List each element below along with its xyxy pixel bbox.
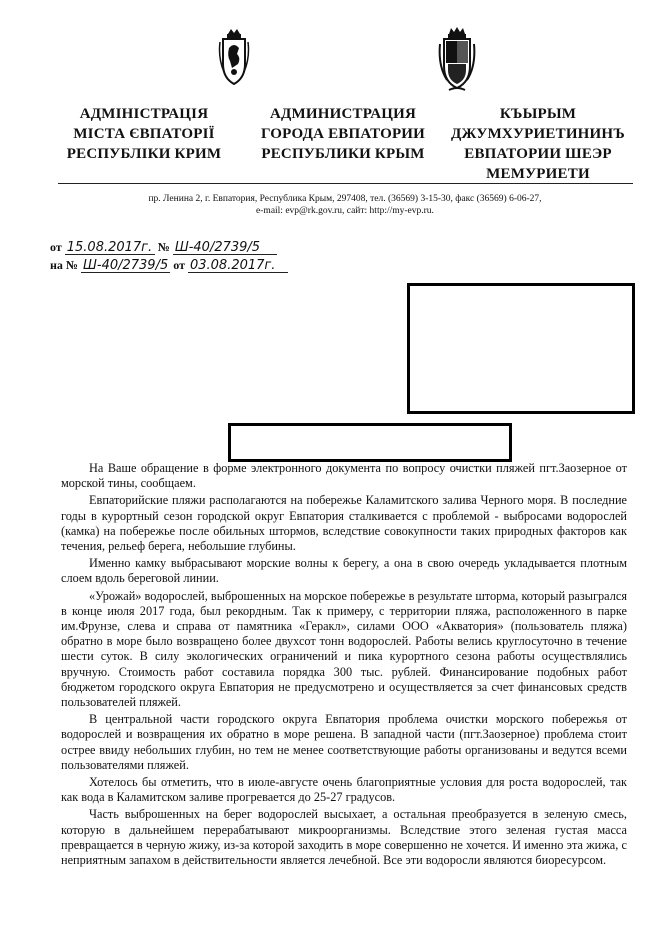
header-ru-line: РЕСПУБЛИКИ КРЫМ xyxy=(261,146,425,162)
header-ru xyxy=(246,104,440,164)
outgoing-number: Ш-40/2739/5 xyxy=(173,241,277,255)
body-paragraph: Хотелось бы отметить, что в июле-августе очень благоприятные условия для роста водорослей, так как вода в Каламитском заливе прогревается до 25-27 градусов. xyxy=(61,775,627,805)
body-paragraph: Часть выброшенных на берег водорослей высыхает, а остальная преобразуется в зеленую смесь, которую в дальнейшем перерабатывают микроорганизмы. Вследствие этого зеленая густая масса превращается в черную жижу, из-за которой заходить в море совершенно не хочется. И именно эта жижа, с неприятным запахом в действительности является лечебной. Все эти водоросли являются биоресурсом. xyxy=(61,807,627,868)
evpatoria-coat-of-arms-right xyxy=(437,26,477,94)
number-label: № xyxy=(157,240,170,254)
body-paragraph: На Ваше обращение в форме электронного документа по вопросу очистки пляжей пгт.Заозерное от морской тины, сообщаем. xyxy=(61,461,627,491)
header-ru-line: ГОРОДА ЕВПАТОРИИ xyxy=(260,126,426,142)
to-number-label: на № xyxy=(50,258,78,272)
to-from-label: от xyxy=(173,258,185,272)
header-ua-line: МІСТА ЄВПАТОРІЇ xyxy=(73,126,215,142)
outgoing-date: 15.08.2017г. xyxy=(65,241,155,255)
header-ua xyxy=(52,104,236,164)
from-label: от xyxy=(50,240,62,254)
contact-line-web: e-mail: evp@rk.gov.ru, сайт: http://my-evp.ru. xyxy=(256,206,434,216)
incoming-reference xyxy=(50,258,288,273)
letter-body xyxy=(61,461,627,868)
header-ua-line: РЕСПУБЛІКИ КРИМ xyxy=(66,146,222,162)
redacted-subject-line xyxy=(228,423,512,462)
header-crh xyxy=(446,104,630,184)
header-crh-line: ДЖУМХУРИЕТИНИНЪ xyxy=(451,126,625,142)
incoming-date: 03.08.2017г. xyxy=(188,259,288,273)
body-paragraph: «Урожай» водорослей, выброшенных на морское побережье в результате шторма, который разыгрался в конце июля 2017 года, был рекордным. Так к примеру, с территории пляжа, расположенного в парке им.Фрунзе, слева и справа от памятника «Геракл», силами ООО «Акватория» (пользователь пляжа) обратно в море было возвращено более двухсот тонн водорослей. Работы велись круглосуточно в течение шести суток. В силу экологических ограничений и пика курортного сезона работы осуществлялись вручную. Стоимость работ составила порядка 300 тыс. рублей. Финансирование подобных работ бюджетом городского округа Евпатория не предусмотрено и осуществляется за счет финансовых средств пользователей пляжей. xyxy=(61,588,627,710)
header-crh-line: ЕВПАТОРИИ ШЕЭР xyxy=(464,146,612,162)
body-paragraph: Евпаторийские пляжи располагаются на побережье Каламитского залива Черного моря. В последние годы в курортный сезон городской округ Евпатория сталкивается с проблемой - выбросами водорослей (камка) на побережье после обильных штормов, вследствие совокупности таких природных факторов как течения, рельеф берега, небольшие глубины. xyxy=(61,493,627,554)
header-ua-line: АДМІНІСТРАЦІЯ xyxy=(79,106,209,122)
header-ru-line: АДМИНИСТРАЦИЯ xyxy=(270,106,416,122)
body-paragraph: Именно камку выбрасывают морские волны к берегу, а она в свою очередь укладывается плотным слоем вдоль береговой линии. xyxy=(61,556,627,586)
crimea-coat-of-arms-left xyxy=(218,28,250,86)
header-crh-line: КЪЫРЫМ xyxy=(499,106,577,122)
header-crh-line: МЕМУРИЕТИ xyxy=(486,166,590,182)
contact-line-address: пр. Ленина 2, г. Евпатория, Республика Крым, 297408, тел. (36569) 3-15-30, факс (36569) 6-06-27, xyxy=(148,194,542,204)
redacted-addressee-block xyxy=(407,283,635,414)
outgoing-reference xyxy=(50,240,277,255)
contact-info xyxy=(60,193,630,217)
header-divider xyxy=(58,183,633,184)
body-paragraph: В центральной части городского округа Евпатория проблема очистки морского побережья от водорослей и возвращения их обратно в море решена. В западной части (пгт.Заозерное) проблема стоит острее ввиду небольших глубин, но тем не менее соответствующие работы организованы и ведутся всеми пользователями пляжей. xyxy=(61,712,627,772)
incoming-number: Ш-40/2739/5 xyxy=(82,258,169,273)
